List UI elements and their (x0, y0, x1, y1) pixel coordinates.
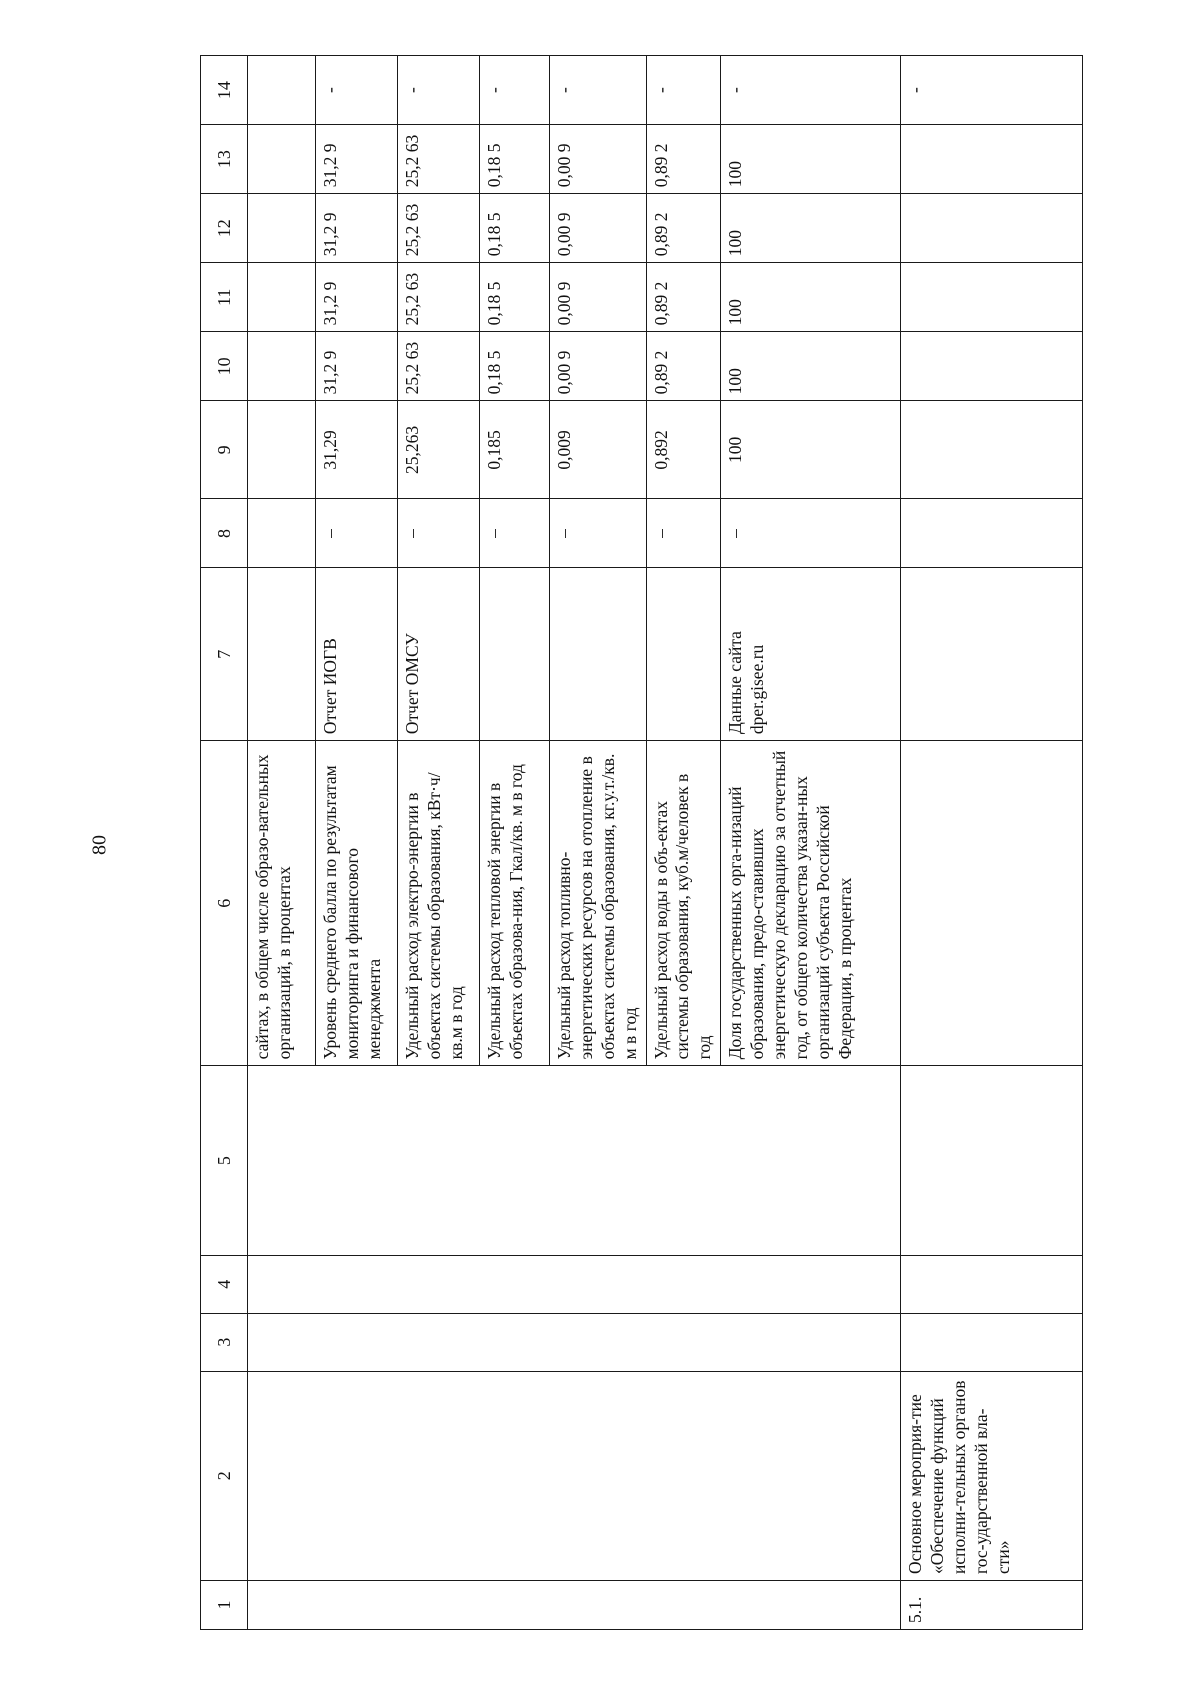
cell-source (646, 568, 721, 741)
cell-c11: 0,18 5 (480, 263, 550, 332)
cell-indicator: Удельный расход воды в объ-ектах системы образования, куб.м/человек в год (646, 741, 721, 1066)
cell-c10: 0,18 5 (480, 332, 550, 401)
cell-c14: - (646, 56, 721, 125)
cell-c14: - (480, 56, 550, 125)
cell-indicator: Удельный расход электро-энергии в объектах системы образования, кВт·ч/кв.м в год (398, 741, 480, 1066)
cell-c14: - (398, 56, 480, 125)
rotated-table-container (200, 55, 1080, 1630)
cell-c8: – (721, 499, 901, 568)
cell-c10: 31,2 9 (316, 332, 398, 401)
col-header: 4 (201, 1255, 248, 1313)
cell-c13: 25,2 63 (398, 125, 480, 194)
cell-num (248, 1581, 901, 1630)
cell-source (480, 568, 550, 741)
col-header: 11 (201, 263, 248, 332)
col-header: 6 (201, 741, 248, 1066)
cell-c3 (901, 1313, 1083, 1371)
cell-c4 (248, 1255, 901, 1313)
cell-c12: 0,00 9 (550, 194, 647, 263)
cell-c8: – (398, 499, 480, 568)
cell-c12: 0,18 5 (480, 194, 550, 263)
cell-c14: - (550, 56, 647, 125)
cell-source (901, 568, 1083, 741)
cell-c9 (901, 401, 1083, 499)
cell-c8: – (316, 499, 398, 568)
cell-c9: 0,009 (550, 401, 647, 499)
cell-c11 (248, 263, 316, 332)
col-header: 1 (201, 1581, 248, 1630)
cell-c9 (248, 401, 316, 499)
col-header: 7 (201, 568, 248, 741)
cell-event-name: Основное мероприя-тие «Обеспечение функций исполни-тельных органов гос-ударственной вла-сти» (901, 1371, 1083, 1580)
cell-c9: 25,263 (398, 401, 480, 499)
cell-c10: 0,00 9 (550, 332, 647, 401)
cell-c12 (248, 194, 316, 263)
cell-c12: 31,2 9 (316, 194, 398, 263)
cell-c9: 100 (721, 401, 901, 499)
cell-c13 (248, 125, 316, 194)
cell-c11: 31,2 9 (316, 263, 398, 332)
cell-c9: 0,185 (480, 401, 550, 499)
cell-source: Данные сайта dper.gisee.ru (721, 568, 901, 741)
cell-source (550, 568, 647, 741)
cell-c13: 0,89 2 (646, 125, 721, 194)
col-header: 5 (201, 1066, 248, 1255)
cell-c10 (901, 332, 1083, 401)
cell-c5 (901, 1066, 1083, 1255)
header-row (201, 56, 248, 1630)
cell-event-name (248, 1371, 901, 1580)
cell-c11: 0,89 2 (646, 263, 721, 332)
cell-c11 (901, 263, 1083, 332)
cell-c10: 0,89 2 (646, 332, 721, 401)
col-header: 2 (201, 1371, 248, 1580)
indicators-table (200, 55, 1083, 1630)
cell-c9: 31,29 (316, 401, 398, 499)
cell-c9: 0,892 (646, 401, 721, 499)
cell-indicator: Доля государственных орга-низаций образования, предо-ставивших энергетическую декларацию за отчетный год, от общего количества указан-ных организаций субъекта Российской Федерации, в процентах (721, 741, 901, 1066)
cell-c12: 100 (721, 194, 901, 263)
page-number: 80 (88, 835, 111, 855)
cell-c11: 100 (721, 263, 901, 332)
cell-c4 (901, 1255, 1083, 1313)
cell-indicator: Уровень среднего балла по результатам мониторинга и финансового менеджмента (316, 741, 398, 1066)
col-header: 9 (201, 401, 248, 499)
col-header: 3 (201, 1313, 248, 1371)
cell-c10: 25,2 63 (398, 332, 480, 401)
cell-c13: 100 (721, 125, 901, 194)
cell-c12: 25,2 63 (398, 194, 480, 263)
cell-c8: – (646, 499, 721, 568)
cell-c11: 25,2 63 (398, 263, 480, 332)
cell-c13: 31,2 9 (316, 125, 398, 194)
col-header: 10 (201, 332, 248, 401)
cell-c14 (248, 56, 316, 125)
cell-c14: - (316, 56, 398, 125)
cell-indicator: Удельный расход топливно-энергетических ресурсов на отопление в объектах системы образования, кг.у.т./кв. м в год (550, 741, 647, 1066)
cell-c8: – (480, 499, 550, 568)
cell-source: Отчет ОМСУ (398, 568, 480, 741)
cell-indicator (901, 741, 1083, 1066)
cell-c12: 0,89 2 (646, 194, 721, 263)
cell-c8: – (550, 499, 647, 568)
cell-c8 (901, 499, 1083, 568)
cell-c8 (248, 499, 316, 568)
cell-indicator: Удельный расход тепловой энергии в объектах образова-ния, Гкал/кв. м в год (480, 741, 550, 1066)
cell-c13 (901, 125, 1083, 194)
col-header: 8 (201, 499, 248, 568)
col-header: 13 (201, 125, 248, 194)
cell-c14: - (901, 56, 1083, 125)
col-header: 12 (201, 194, 248, 263)
table-row (901, 56, 1083, 1630)
cell-indicator: сайтах, в общем числе образо-вательных организаций, в процентах (248, 741, 316, 1066)
cell-c3 (248, 1313, 901, 1371)
cell-c5 (248, 1066, 901, 1255)
cell-num: 5.1. (901, 1581, 1083, 1630)
cell-c14: - (721, 56, 901, 125)
cell-source: Отчет ИОГВ (316, 568, 398, 741)
cell-c13: 0,18 5 (480, 125, 550, 194)
cell-c10 (248, 332, 316, 401)
cell-source (248, 568, 316, 741)
cell-c13: 0,00 9 (550, 125, 647, 194)
col-header: 14 (201, 56, 248, 125)
cell-c10: 100 (721, 332, 901, 401)
cell-c11: 0,00 9 (550, 263, 647, 332)
cell-c12 (901, 194, 1083, 263)
table-row (248, 56, 316, 1630)
